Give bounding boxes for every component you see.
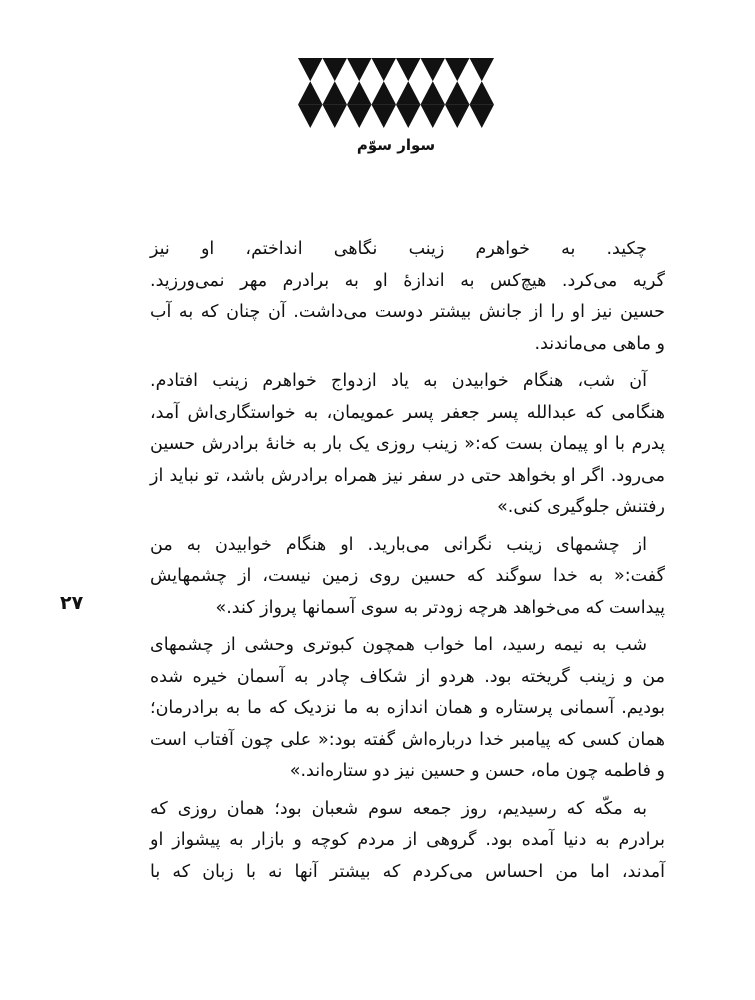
text-line: حسین نیز او را از جانش بیشتر دوست می‌داشت. آن چنان که به آب	[150, 302, 665, 322]
text-line: پیداست که می‌خواهد هرچه زودتر به سوی آسمانها پرواز کند.»	[215, 597, 665, 618]
text-line: همان کسی که پیامبر خدا درباره‌اش گفته بود:« علی چون آفتاب است	[150, 729, 665, 750]
text-line: شب به نیمه رسید، اما خواب همچون کبوتری وحشی از چشمهای	[150, 635, 647, 655]
text-line: گفت:« به خدا سوگند که حسین روی زمین نیست، از چشمهایش	[150, 566, 665, 586]
text-line: رفتنش جلوگیری کنی.»	[497, 497, 665, 517]
paragraph	[150, 234, 665, 360]
text-line: گریه می‌کرد. هیچ‌کس به اندازهٔ او به برادرم مهر نمی‌ورزید.	[150, 270, 665, 291]
text-line: هنگامی که عبدالله پسر جعفر پسر عمویمان، به خواستگاری‌اش آمد،	[150, 402, 665, 423]
text-line: برادرم به دنیا آمده بود. گروهی از مردم کوچه و بازار به پیشواز او	[150, 830, 665, 850]
text-line: بودیم. آسمانی پرستاره و همان اندازه به ما نزدیک که ما به برادرمان؛	[150, 698, 665, 718]
text-line: و ماهی می‌ماندند.	[534, 333, 665, 354]
text-line: آن شب، هنگام خوابیدن به یاد ازدواج خواهرم زینب افتادم.	[150, 371, 647, 391]
text-line: چکید. به خواهرم زینب نگاهی انداختم، او نیز	[150, 239, 647, 259]
paragraph	[150, 530, 665, 625]
body-text	[150, 234, 665, 888]
paragraph	[150, 630, 665, 788]
paragraph	[150, 366, 665, 524]
text-line: من و زینب گریخته بود. هردو از شکاف چادر به آسمان خیره شده	[150, 666, 665, 687]
paragraph	[150, 794, 665, 889]
text-line: از چشمهای زینب نگرانی می‌بارید. او هنگام خوابیدن به من	[150, 534, 647, 555]
text-line: می‌رود. اگر او بخواهد حتی در سفر نیز همراه برادرش باشد، تو نباید از	[150, 465, 665, 486]
text-line: پدرم با او پیمان بست که:« زینب روزی یک بار به خانهٔ برادرش حسین	[150, 434, 665, 454]
text-line: آمدند، اما من احساس می‌کردم که بیشتر آنها نه با زبان که با	[150, 861, 665, 882]
triangle-pattern-ornament	[298, 58, 494, 128]
page-number: ۲۷	[60, 592, 84, 614]
text-line: به مکّه که رسیدیم، روز جمعه سوم شعبان بود؛ همان روزی که	[150, 798, 647, 819]
text-line: و فاطمه چون ماه، حسن و حسین نیز دو ستاره‌اند.»	[289, 761, 665, 781]
chapter-title: سوار سوّم	[356, 136, 436, 154]
